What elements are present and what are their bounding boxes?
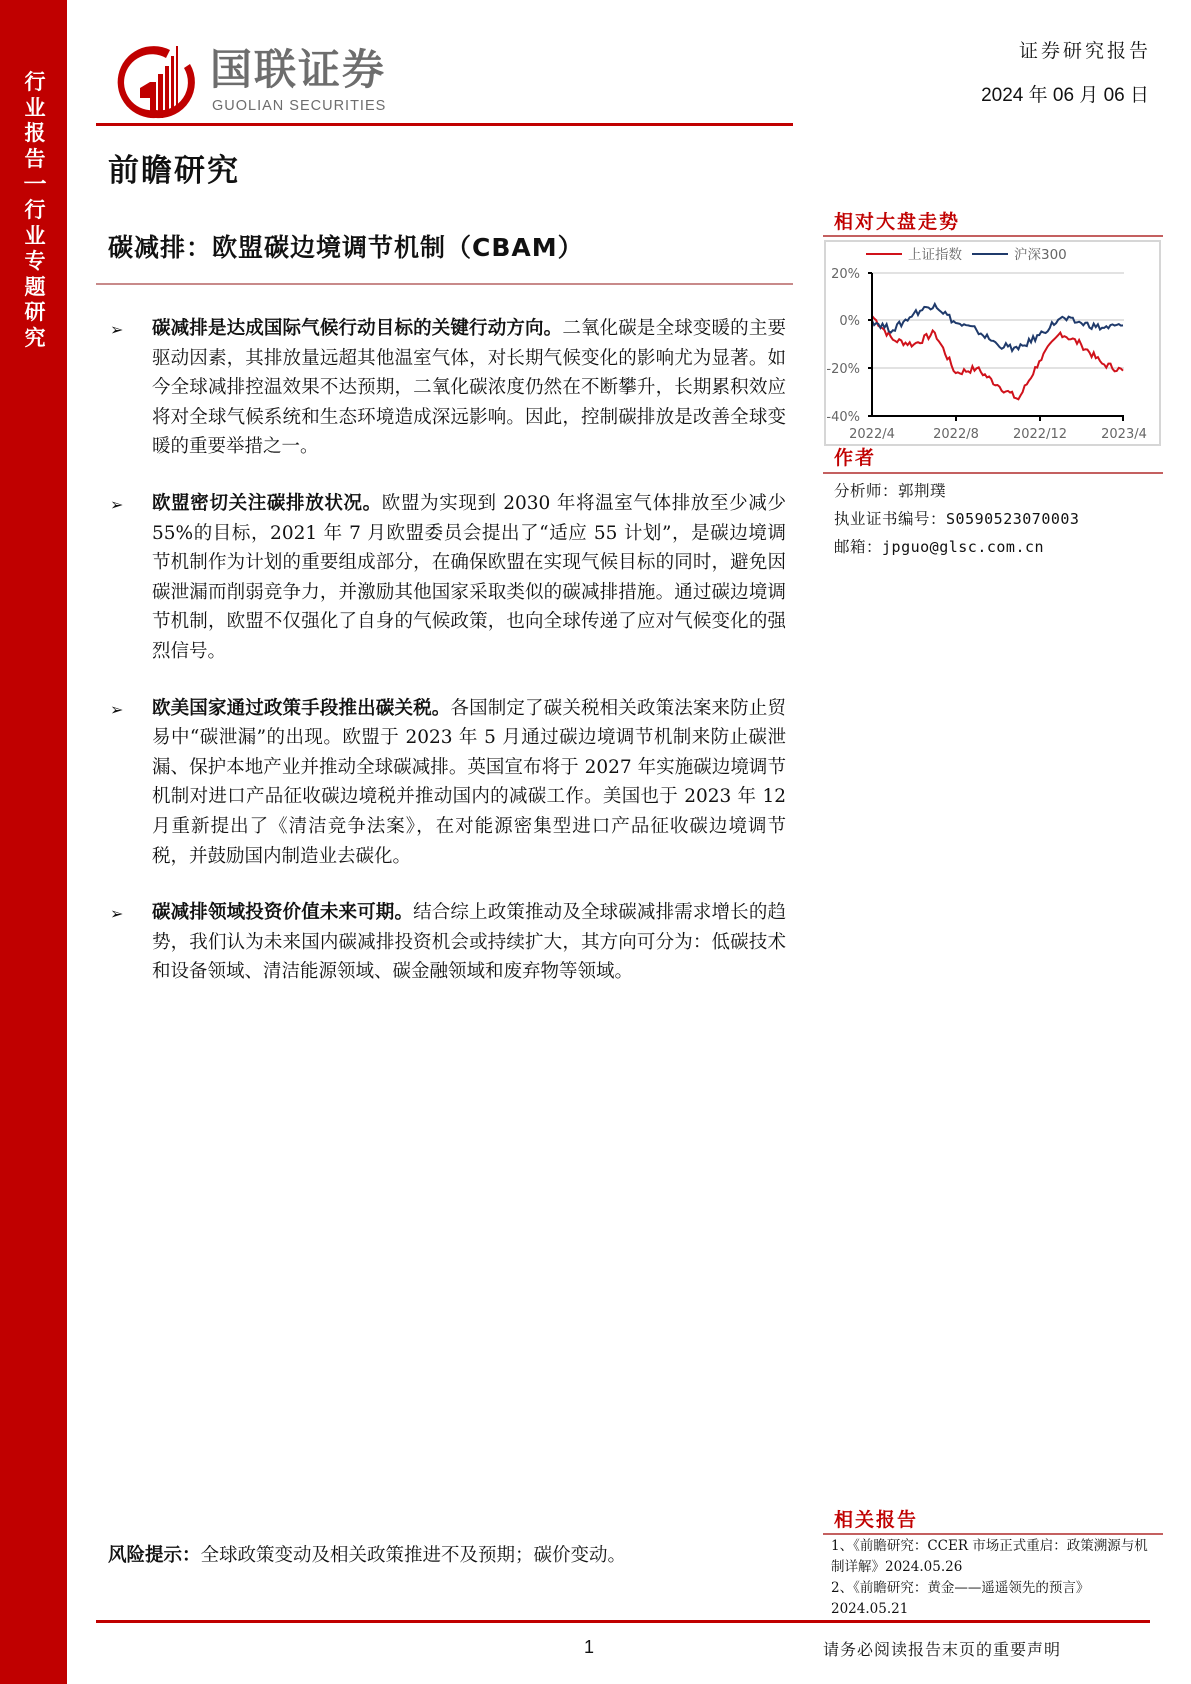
- author-heading-rule: [823, 472, 1163, 474]
- section-label: 前瞻研究: [108, 153, 240, 189]
- y-tick-label: 0%: [839, 314, 860, 329]
- related-report-link[interactable]: 2、《前瞻研究：黄金——遥遥领先的预言》2024.05.21: [831, 1580, 1090, 1617]
- chart-heading: 相对大盘走势: [834, 211, 961, 233]
- header-rule: [96, 123, 793, 126]
- bullet-body: 二氧化碳是全球变暖的主要驱动因素，其排放量远超其他温室气体，对长期气候变化的影响尤为显著。如今全球减排控温效果不达预期，二氧化碳浓度仍然在不断攀升，长期累积效应将对全球气候系统和生态环境造成深远影响。因此，控制碳排放是改善全球变暖的重要举措之一。: [152, 318, 786, 458]
- brand-logo: [110, 38, 420, 124]
- summary-bullets: [110, 314, 786, 1014]
- brand-name-en: GUOLIAN SECURITIES: [212, 98, 387, 114]
- bullet-body: 各国制定了碳关税相关政策法案来防止贸易中“碳泄漏”的出现。欧盟于 2023 年 5 月通过碳边境调节机制来防止碳泄漏、保护本地产业并推动全球碳减排。英国宣布将于 2027 年实施碳边境调节机制对进口产品征收碳边境税并推动国内的减碳工作。美国也于 2023 年 12 月重新提出了《清洁竞争法案》，在对能源密集型进口产品征收碳边境调节税，并鼓励国内制造业去碳化。: [152, 697, 786, 867]
- bullet-body: 结合综上政策推动及全球碳减排需求增长的趋势，我们认为未来国内碳减排投资机会或持续扩大，其方向可分为：低碳技术和设备领域、清洁能源领域、碳金融领域和废弃物等领域。: [152, 902, 786, 983]
- related-report-link[interactable]: 1、《前瞻研究：CCER 市场正式重启：政策溯源与机制详解》2024.05.26: [831, 1538, 1148, 1575]
- analyst-name: 郭荆璞: [898, 482, 947, 500]
- email-line: [834, 535, 1044, 557]
- email-link[interactable]: jpguo@glsc.com.cn: [882, 538, 1045, 556]
- risk-text: 全球政策变动及相关政策推进不及预期；碳价变动。: [200, 1545, 627, 1566]
- author-heading: 作者: [834, 447, 877, 469]
- related-heading: 相关报告: [834, 1509, 919, 1531]
- chart-heading-rule: [823, 235, 1163, 237]
- bullet-item: [110, 898, 786, 987]
- page-number: 1: [584, 1637, 595, 1657]
- doc-type: 证券研究报告: [1018, 40, 1151, 62]
- risk-label: 风险提示：: [108, 1545, 201, 1566]
- arrow-bullet-icon: ➢: [110, 494, 124, 514]
- bullet-body: 欧盟为实现到 2030 年将温室气体排放至少减少 55%的目标，2021 年 7 月欧盟委员会提出了“适应 55 计划”，是碳边境调节机制作为计划的重要组成部分，在确保欧盟在实现气候目标的同时，避免因碳泄漏而削弱竞争力，并激励其他国家采取类似的碳减排措施。通过碳边境调节机制，欧盟不仅强化了自身的气候政策，也向全球传递了应对气候变化的强烈信号。: [152, 492, 786, 662]
- analyst-line: [834, 479, 946, 501]
- report-date: 2024 年 06 月 06 日: [981, 85, 1149, 106]
- arrow-bullet-icon: ➢: [110, 904, 124, 924]
- arrow-bullet-icon: ➢: [110, 320, 124, 339]
- related-heading-rule: [823, 1533, 1163, 1535]
- side-banner-text-wrap: [22, 70, 48, 352]
- bullet-item: [110, 314, 786, 462]
- y-tick-label: -20%: [826, 362, 860, 377]
- bullet-lead: 碳减排是达成国际气候行动目标的关键行动方向。: [152, 318, 563, 339]
- bullet-lead: 欧美国家通过政策手段推出碳关税。: [152, 697, 451, 719]
- bullet-item: [110, 489, 786, 667]
- disclaimer-note: 请务必阅读报告末页的重要声明: [823, 1640, 1062, 1659]
- series-line-sse: [872, 316, 1123, 399]
- arrow-bullet-icon: ➢: [110, 699, 124, 719]
- x-tick-label: 2022/8: [933, 427, 979, 442]
- relative-performance-chart: [824, 240, 1161, 446]
- report-title: 碳减排：欧盟碳边境调节机制（CBAM）: [108, 233, 584, 262]
- brand-name-cn: 国联证券: [210, 45, 387, 94]
- legend-label-csi300: 沪深300: [1014, 247, 1067, 263]
- legend-label-sse: 上证指数: [908, 247, 962, 263]
- license-line: [834, 507, 1079, 529]
- y-tick-label: 20%: [831, 267, 860, 282]
- related-reports: [831, 1536, 1161, 1620]
- footer-rule: [96, 1620, 1150, 1623]
- x-tick-label: 2022/12: [1012, 427, 1068, 442]
- bullet-lead: 欧盟密切关注碳排放状况。: [152, 492, 382, 514]
- bullet-lead: 碳减排领域投资价值未来可期。: [152, 902, 414, 924]
- email-label: 邮箱：: [834, 538, 883, 556]
- title-rule: [96, 283, 793, 285]
- guolian-logo-icon: [110, 38, 202, 124]
- analyst-label: 分析师：: [834, 482, 899, 500]
- y-tick-label: -40%: [826, 410, 860, 425]
- x-tick-label: 2022/4: [849, 427, 895, 442]
- x-tick-label: 2023/4: [1101, 427, 1147, 442]
- side-banner-text: 行 业 报 告 一 行 业 专 题 研 究: [23, 70, 47, 350]
- license-label: 执业证书编号：: [834, 510, 947, 528]
- risk-notice: [108, 1541, 626, 1567]
- license-number: S0590523070003: [946, 510, 1080, 528]
- bullet-item: [110, 694, 786, 872]
